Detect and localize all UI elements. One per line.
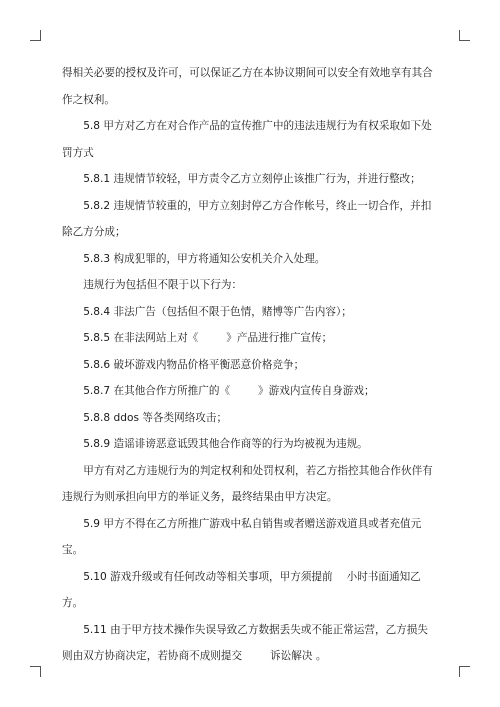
crop-mark-top-left [30, 30, 41, 41]
crop-mark-top-right [459, 30, 470, 41]
paragraph-5-8-6: 5.8.6 破坏游戏内物品价格平衡恶意价格竞争； [83, 358, 305, 371]
paragraph-5-8-7-end: 》游戏内宣传自身游戏； [258, 385, 375, 397]
paragraph-5-8-5-start: 5.8.5 在非法网站上对《 [83, 332, 199, 344]
document-body [62, 60, 438, 670]
paragraph-5-8-3: 5.8.3 构成犯罪的，甲方将通知公安机关介入处理。 [83, 252, 326, 265]
paragraph-5-11-start: 5.11 由于甲方技术操作失误导致乙方数据丢失或不能正常运营，乙方损失则由双方协商决定，若协商不成则提交 [62, 623, 428, 662]
paragraph-5-11 [62, 617, 438, 670]
paragraph-5-8-2: 5.8.2 违规情节较重的，甲方立刻封停乙方合作帐号，终止一切合作，并扣除乙方分成； [62, 199, 432, 238]
paragraph-5-8-9: 5.8.9 造谣诽谤恶意诋毁其他合作商等的行为均被视为违规。 [83, 438, 368, 450]
paragraph-rights-continued: 得相关必要的授权及许可，可以保证乙方在本协议期间可以安全有效地享有其合作之权利。 [62, 67, 433, 106]
paragraph-5-10-start: 5.10 游戏升级或有任何改动等相关事项，甲方须提前 [83, 570, 333, 583]
paragraph-5-8-5 [62, 325, 438, 352]
paragraph-5-11-end: 诉讼解决 。 [270, 650, 327, 662]
paragraph-5-8-7 [62, 378, 438, 405]
paragraph-5-8-8: 5.8.8 ddos 等各类网络攻击； [83, 411, 228, 424]
paragraph-5-8-5-end: 》产品进行推广宣传； [226, 332, 333, 344]
paragraph-5-8-1: 5.8.1 违规情节较轻，甲方责令乙方立刻停止该推广行为，并进行整改； [83, 173, 421, 185]
paragraph-violations-intro: 违规行为包括但不限于以下行为： [83, 279, 243, 291]
paragraph-5-8-4: 5.8.4 非法广告（包括但不限于色情，赌博等广告内容）； [83, 305, 352, 318]
paragraph-judgment-rights: 甲方有对乙方违规行为的判定权利和处罚权利，若乙方指控其他合作伙伴有违规行为则承担向甲方的举证义务，最终结果由甲方决定。 [62, 464, 433, 503]
paragraph-5-10-end: 小时书面通知乙方。 [62, 570, 421, 609]
paragraph-5-8-7-start: 5.8.7 在其他合作方所推广的《 [83, 385, 231, 397]
paragraph-5-9: 5.9 甲方不得在乙方所推广游戏中私自销售或者赠送游戏道具或者充值元宝。 [62, 517, 422, 556]
crop-mark-bottom-left [30, 666, 41, 677]
paragraph-5-8: 5.8 甲方对乙方在对合作产品的宣传推广中的违法违规行为有权采取如下处罚方式 [62, 120, 432, 159]
paragraph-5-10 [62, 564, 438, 617]
crop-mark-bottom-right [459, 666, 470, 677]
